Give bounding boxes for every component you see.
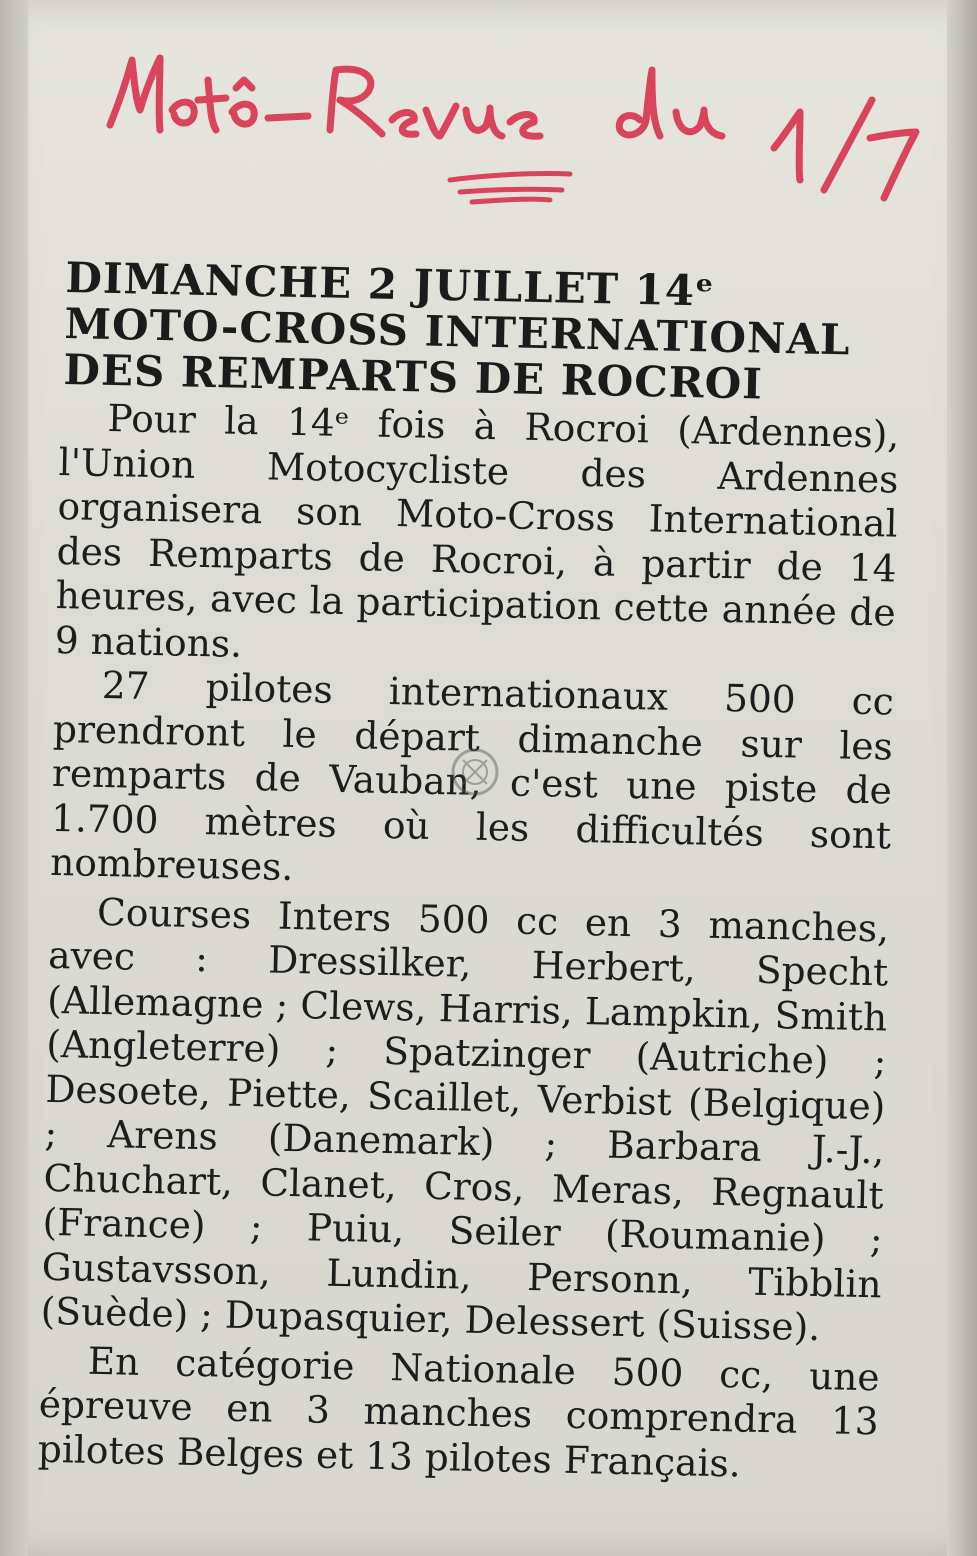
- article-paragraph-intro: Pour la 14ᵉ fois à Rocroi (Ardennes), l'Union Motocycliste des Ardennes organisera son Moto-Cross International des Remparts de Rocroi, à partir de 14 heures, avec la participation cette année de 9 nations.: [54, 396, 900, 666]
- archive-stamp: [448, 742, 502, 802]
- article-headline: DIMANCHE 2 JUILLET 14ᵉ MOTO-CROSS INTERNATIONAL DES REMPARTS DE ROCROI: [63, 253, 851, 409]
- handwritten-annotation: [100, 40, 920, 210]
- article-paragraph-races: Courses Inters 500 cc en 3 manches, avec : Dressilker, Herbert, Specht (Allemagne ; Clews, Harris, Lampkin, Smith (Angleterre) ; Spatzinger (Autriche) ; Desoete, Piette, Scaillet, Verbist (Belgique) ; Arens (Danemark) ; Barbara J.-J., Chuchart, Clanet, Cros, Meras, Regnault (France) ; Puiu, Seiler (Roumanie) ; Gustavsson, Lundin, Personn, Tibblin (Suède) ; Dupasquier, Delessert (Suisse).: [40, 889, 890, 1350]
- article-paragraph-national: En catégorie Nationale 500 cc, une épreuve en 3 manches comprendra 13 pilotes Belges et 13 pilotes Français.: [37, 1338, 881, 1485]
- handwritten-note-scribble: [100, 40, 920, 210]
- clipping-right-edge: [947, 0, 977, 1556]
- article-body: [37, 395, 899, 1488]
- article-paragraph-pilots: 27 pilotes internationaux 500 cc prendront le départ dimanche sur les remparts de Vauban, c'est une piste de 1.700 mètres où les difficultés sont nombreuses.: [49, 662, 895, 889]
- clipping-left-edge: [0, 0, 28, 1556]
